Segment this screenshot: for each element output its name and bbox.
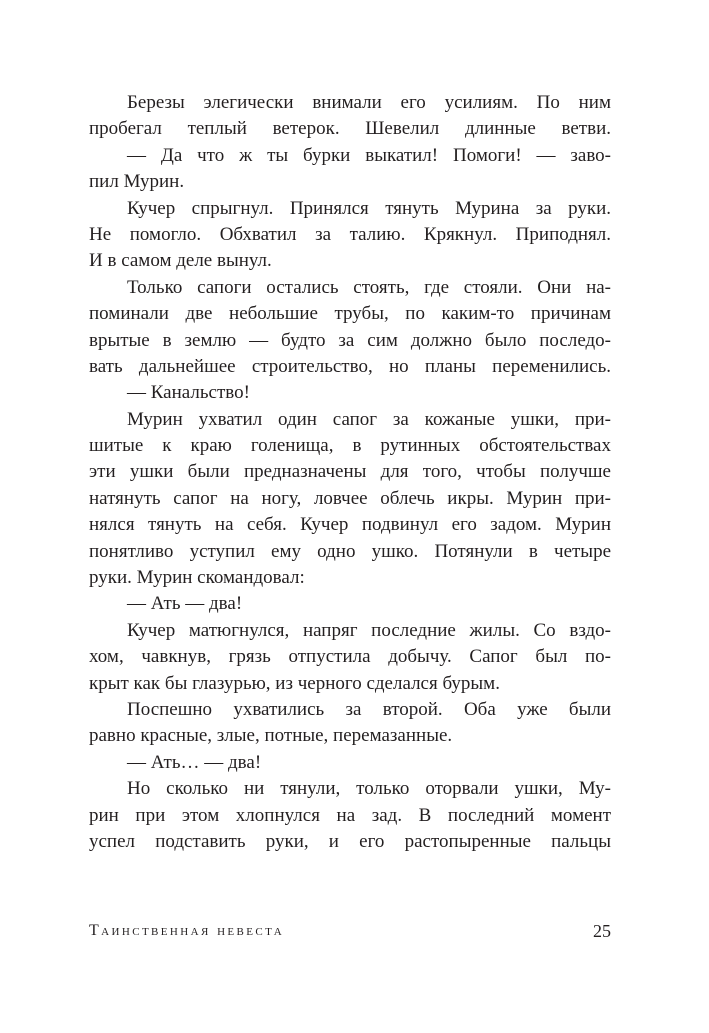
- text-line: шитые к краю голенища, в рутинных обстоятельствах: [89, 435, 611, 457]
- text-line: пил Мурин.: [89, 171, 185, 193]
- text-line: руки. Мурин скомандовал:: [89, 567, 305, 589]
- text-line: успел подставить руки, и его растопыренные пальцы: [89, 830, 611, 852]
- text-line: — Ать… — два!: [127, 751, 262, 773]
- page-footer: [89, 918, 611, 944]
- text-line: Но сколько ни тянули, только оторвали ушки, Му-: [127, 778, 611, 800]
- text-line: — Да что ж ты бурки выкатил! Помоги! — заво-: [127, 144, 611, 166]
- page-number: 25: [593, 921, 611, 941]
- text-line: понятливо уступил ему одно ушко. Потянули в четыре: [89, 540, 611, 562]
- text-line: И в самом деле вынул.: [89, 250, 272, 272]
- text-line: — Ать — два!: [127, 593, 243, 615]
- text-body: [89, 90, 611, 855]
- text-line: врытые в землю — будто за сим должно было последо-: [89, 329, 611, 351]
- text-line: Кучер спрыгнул. Принялся тянуть Мурина за руки.: [127, 197, 611, 219]
- text-line: натянуть сапог на ногу, ловчее облечь икры. Мурин при-: [89, 487, 611, 509]
- text-line: крыт как бы глазурью, из черного сделался бурым.: [89, 672, 500, 694]
- text-line: Мурин ухватил один сапог за кожаные ушки, при-: [127, 408, 611, 430]
- text-line: вать дальнейшее строительство, но планы переменились.: [89, 355, 611, 377]
- text-line: Кучер матюгнулся, напряг последние жилы. Со вздо-: [127, 619, 611, 641]
- text-line: равно красные, злые, потные, перемазанные.: [89, 725, 453, 747]
- text-line: Березы элегически внимали его усилиям. По ним: [127, 92, 611, 113]
- text-line: хом, чавкнув, грязь отпустила добычу. Сапог был по-: [89, 646, 611, 668]
- text-line: эти ушки были предназначены для того, чтобы получше: [89, 461, 611, 483]
- text-line: нялся тянуть на себя. Кучер подвинул его задом. Мурин: [89, 514, 611, 536]
- text-line: поминали две небольшие трубы, по каким-то причинам: [89, 303, 611, 325]
- text-line: Не помогло. Обхватил за талию. Крякнул. Приподнял.: [89, 223, 611, 245]
- text-line: — Канальство!: [127, 382, 250, 404]
- text-line: пробегал теплый ветерок. Шевелил длинные ветви.: [89, 118, 611, 140]
- text-line: Поспешно ухватились за второй. Оба уже были: [127, 698, 611, 720]
- running-title: Таинственная невеста: [89, 922, 285, 939]
- text-line: рин при этом хлопнулся на зад. В последний момент: [89, 804, 611, 826]
- text-line: Только сапоги остались стоять, где стояли. Они на-: [127, 276, 611, 298]
